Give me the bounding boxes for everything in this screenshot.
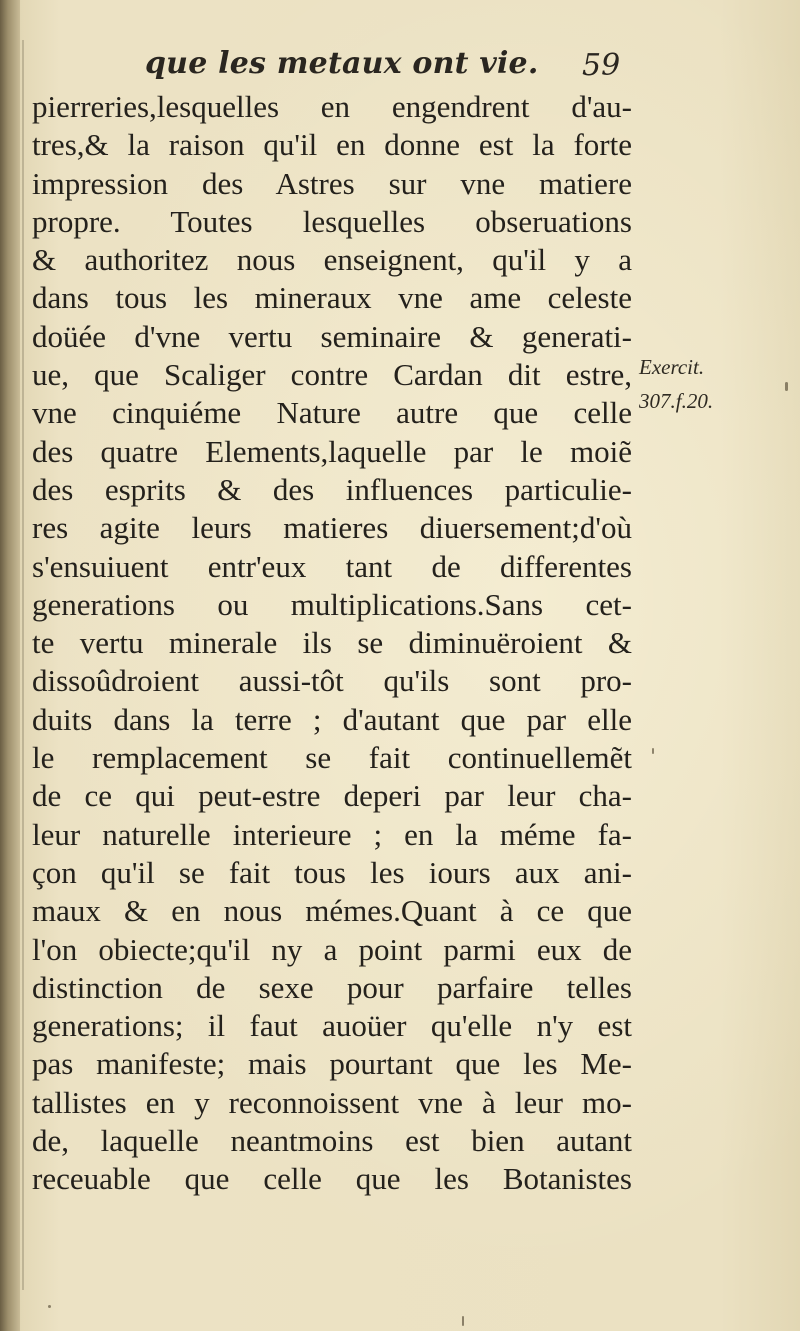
text-line: distinction de sexe pour parfaire telles (32, 969, 632, 1005)
text-line: tres,& la raison qu'il en donne est la forte (32, 127, 632, 163)
text-line: des quatre Elements,laquelle par le moiẽ (32, 433, 632, 469)
ink-speck (652, 748, 654, 754)
text-line: vne cinquiéme Nature autre que celle (32, 395, 632, 431)
text-line: propre. Toutes lesquelles obseruations (32, 203, 632, 239)
text-line: de ce qui peut-estre deperi par leur cha- (32, 778, 632, 814)
text-line: des esprits & des influences particulie- (32, 471, 632, 507)
text-line: s'ensuiuent entr'eux tant de differentes (32, 548, 632, 584)
text-line: tallistes en y reconnoissent vne à leur mo- (32, 1084, 632, 1120)
binding-gutter (0, 0, 20, 1331)
text-line: le remplacement se fait continuellemẽt (32, 740, 632, 776)
text-line: generations ou multiplications.Sans cet- (32, 586, 632, 622)
text-line: leur naturelle interieure ; en la méme fa- (32, 816, 632, 852)
margin-note-line: 307.f.20. (639, 389, 714, 413)
margin-note-line: Exercit. (639, 355, 705, 379)
text-line: & authoritez nous enseignent, qu'il y a (32, 242, 632, 278)
text-line: doüée d'vne vertu seminaire & generati- (32, 318, 632, 354)
page-header (0, 44, 800, 90)
text-line: ue, que Scaliger contre Cardan dit estre, (32, 357, 632, 393)
running-head: que les metaux ont vie. (145, 46, 539, 81)
text-line: duits dans la terre ; d'autant que par elle (32, 701, 632, 737)
text-line: impression des Astres sur vne matiere (32, 165, 632, 201)
ink-speck (462, 1316, 464, 1326)
margin-note-reference (639, 350, 799, 418)
text-line: te vertu minerale ils se diminuëroient & (32, 625, 632, 661)
text-line: generations; il faut auoüer qu'elle n'y est (32, 1008, 632, 1044)
text-line: çon qu'il se fait tous les iours aux ani- (32, 854, 632, 890)
text-line: res agite leurs matieres diuersement;d'où (32, 510, 632, 546)
text-line: pierreries,lesquelles en engendrent d'au- (32, 89, 632, 124)
text-line: receuable que celle que les Botanistes (32, 1161, 632, 1197)
text-line: dans tous les mineraux vne ame celeste (32, 280, 632, 316)
gutter-shadow (22, 40, 24, 1290)
text-line: pas manifeste; mais pourtant que les Me- (32, 1046, 632, 1082)
text-line: l'on obiecte;qu'il ny a point parmi eux de (32, 931, 632, 967)
ink-speck (48, 1305, 51, 1308)
page-number: 59 (582, 48, 621, 83)
ink-speck (785, 382, 788, 391)
text-line: dissoûdroient aussi-tôt qu'ils sont pro- (32, 663, 632, 699)
text-line: maux & en nous mémes.Quant à ce que (32, 893, 632, 929)
body-text (32, 88, 632, 1199)
text-line: de, laquelle neantmoins est bien autant (32, 1123, 632, 1159)
